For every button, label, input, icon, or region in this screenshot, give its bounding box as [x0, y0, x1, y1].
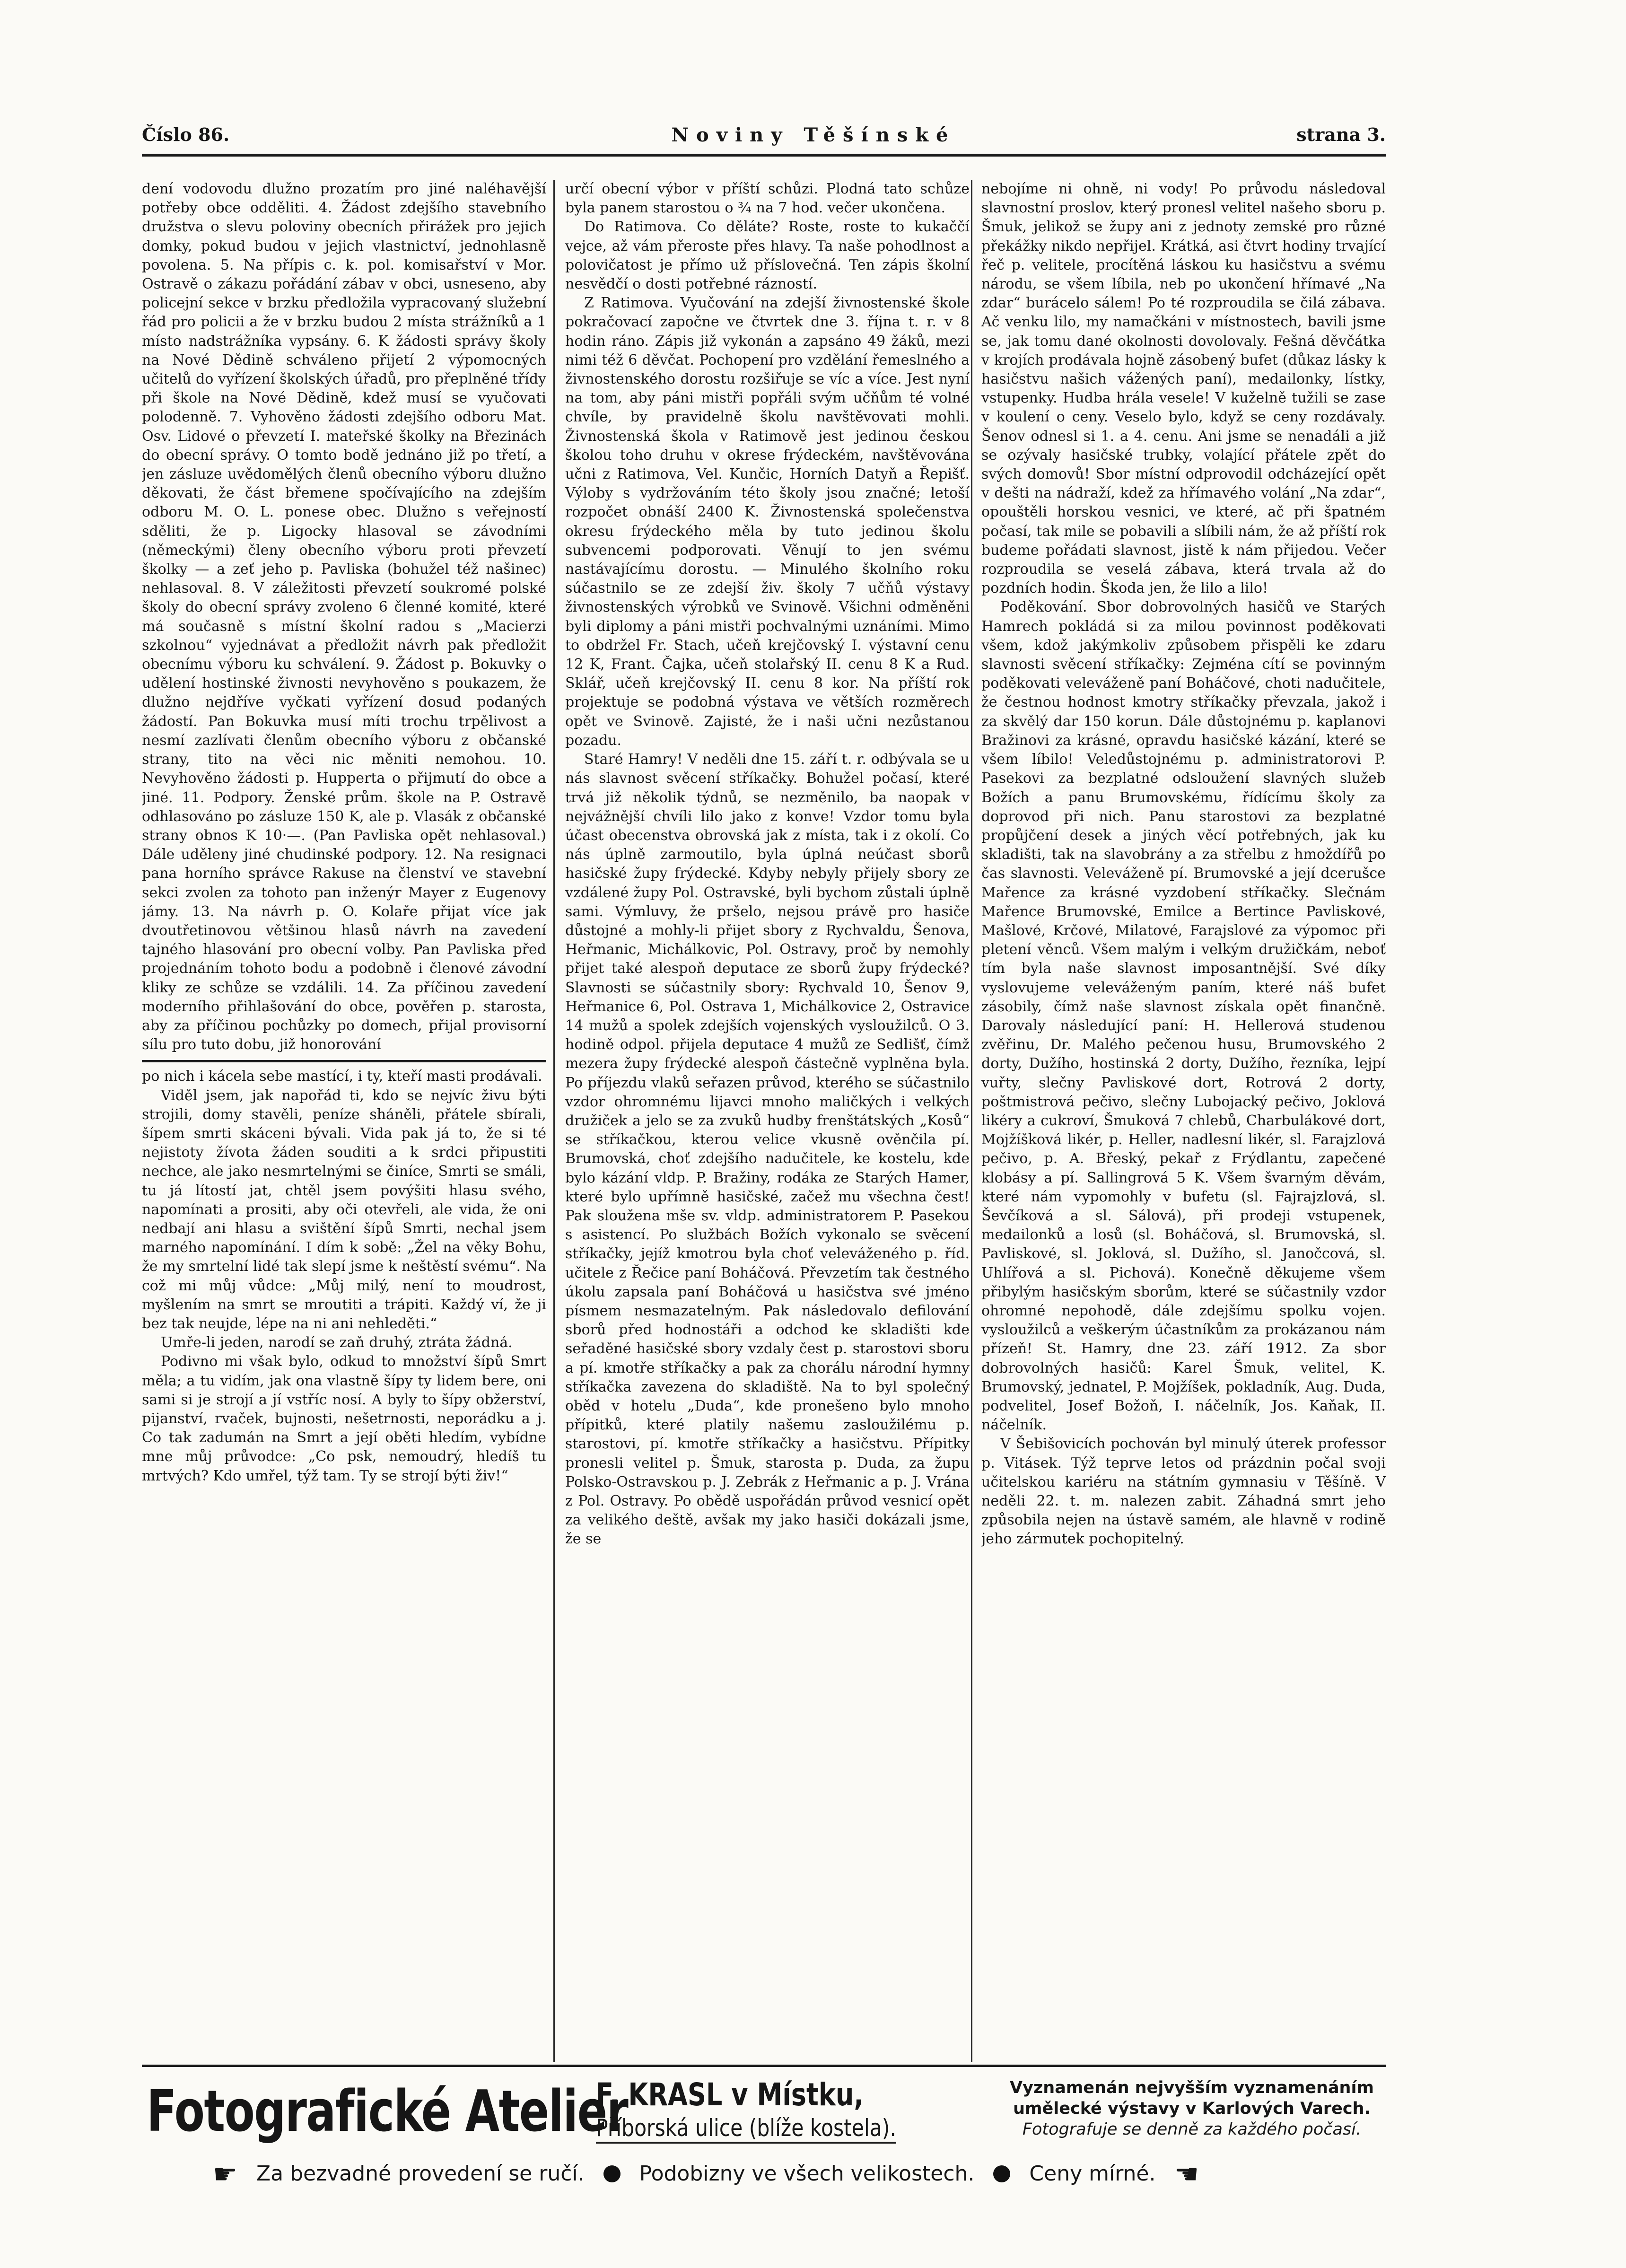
- page-number: strana 3.: [1296, 124, 1386, 145]
- ad-award-line-1: Vyznamenán nejvyšším vyznamenáním: [1010, 2078, 1374, 2097]
- bullet-icon: [603, 2165, 621, 2182]
- article-smrt-continuation: po nich i kácela sebe mastící, i ty, kteří masti prodávali.: [142, 1068, 542, 1085]
- article-sebisovice: V Šebišovicích pochován byl minulý úterek professor p. Vitásek. Týž teprve letos od prázdnin počal svoji učitelskou kariéru na státním gymnasiu v Těšíně. V neděli 22. t. m. nalezen zabit. Záhadná smrt jeho způsobila nejen na ústavě samém, ale hlavně v rodině jeho zármutek pochopitelný.: [981, 1436, 1386, 1548]
- issue-number: Číslo 86.: [142, 124, 230, 145]
- column-1: [142, 180, 546, 2062]
- column-divider-1: [553, 180, 555, 2062]
- article-council-end: určí obecní výbor v příští schůzi. Plodná tato schůze byla panem starostou o ¾ na 7 hod. večer ukončena.: [565, 181, 970, 217]
- header-rule: [142, 154, 1386, 157]
- article-ratimov-2: Z Ratimova. Vyučování na zdejší živnostenské škole pokračovací započne ve čtvrtek dne 3. října t. r. v 8 hodin ráno. Zápis již vykonán a zapsáno 49 žáků, mezi nimi též 6 děvčat. Pochopení pro vzdělání řemeslného a živnostenského dorostu rozšiřuje se víc a více. Jest nyní na tom, aby páni mistři popřáli svým učňům té volné chvíle, by pravidelně školu navštěvovati mohli. Živnostenská škola v Ratimově jest jedinou českou školou toho druhu v okrese frýdeckém, navštěvována učni z Ratimova, Vel. Kunčic, Horních Datyň a Řepišť. Výloby s vydržováním této školy jsou značné; letoší rozpočet obnáší 2400 K. Živnostenská společenstva okresu frýdeckého měla by tuto jedinou školu subvencemi podporovati. Věnují to jen svému nastávajícímu dorostu. — Minulého školního roku súčastnilo se ze zdejší živ. školy 7 učňů výstavy živnostenských výrobků ve Svinově. Všichni odměněni byli diplomy a páni mistři pochvalnými uznáními. Mimo to obdržel Fr. Stach, učeň krejčovský I. výstavní cenu 12 K, Frant. Čajka, učeň stolařský II. cenu 8 K a Rud. Sklář, učeň krejčovský II. cenu 8 kor. Na příští rok projektuje se podobná výstava ve větších rozměrech opět ve Svinově. Zajisté, že i naši učni nezůstanou pozadu.: [565, 295, 970, 749]
- article-ratimov-1: Do Ratimova. Co děláte? Roste, roste to kukaččí vejce, až vám přeroste přes hlavy. Ta naše pohodlnost a polovičatost je přímo už příslovečná. Ten zápis školní nesvědčí o dosti potřebné rázností.: [565, 219, 970, 293]
- ad-address: Příborská ulice (blíže kostela).: [596, 2114, 896, 2144]
- column-3: [981, 180, 1386, 2062]
- column-2: [565, 180, 970, 2062]
- ad-guarantee: Za bezvadné provedení se ručí.: [256, 2162, 585, 2186]
- article-smrt-paragraph-4: Podivno mi však bylo, odkud to množství šípů Smrt měla; a tu vidím, jak ona vlastně šípy ty lidem bere, oni sami si je strojí a jí vstříc nosí. A byly to šípy obžerství, pijanství, rvaček, bujnosti, nešetrnosti, neporádku a j. Co tak zadumán na Smrt a její oběti hledím, vybídne mne můj průvodce: „Co psk, nemoudrý, hledíš tu mrtvých? Kdo umřel, týž tam. Ty se strojí býti živ!“: [142, 1353, 546, 1484]
- column-divider-2: [971, 180, 972, 2062]
- advertisement: [142, 2072, 1386, 2199]
- pointing-hand-icon: ☛: [213, 2157, 237, 2190]
- ad-portraits: Podobizny ve všech velikostech.: [639, 2162, 975, 2186]
- ad-award-line-3: Fotografuje se denně za každého počasí.: [1022, 2120, 1362, 2139]
- article-stare-hamry: Staré Hamry! V neděli dne 15. září t. r. odbývala se u nás slavnost svěcení stříkačky. Bohužel počasí, které trvá již několik týdnů, se nezměnilo, ba naopak v nejvážnější chvíli lilo jako z konve! Vzdor tomu byla účast obecenstva obrovská jak z místa, tak i z okolí. Co nás úplně zarmoutilo, byla úplná neúčast sborů hasičské župy frýdecké. Kdyby nebyly přijely sbory ze vzdálené župy Pol. Ostravské, byli bychom zůstali úplně sami. Výmluvy, že pršelo, nejsou právě pro hasiče důstojné a mohly-li přijet sbory z Rychvaldu, Šenova, Heřmanic, Michálkovic, Pol. Ostravy, proč by nemohly přijet také alespoň deputace ze sborů župy frýdecké? Slavnosti se súčastnily sbory: Rychvald 10, Šenov 9, Heřmanice 6, Pol. Ostrava 1, Michálkovice 2, Ostravice 14 mužů a spolek zdejších vojenských vysloužilců. O 3. hodině odpol. přijela deputace 4 mužů ze Sedlišť, čímž mezera župy frýdecké alespoň částečně vyplněna byla. Po příjezdu vlaků seřazen průvod, kterého se súčastnilo vzdor ohromnému lijavci mnoho maličkých i velkých družiček a jelo se za zvuků hudby frenštátských „Kosů“ se stříkačkou, kterou velice vkusně ověnčila pí. Brumovská, choť zdejšího nadučitele, ke kostelu, kde bylo kázání vldp. P. Bražiny, rodáka ze Starých Hamer, které bylo upřímně hasičské, začež mu všechna čest! Pak sloužena mše sv. vldp. administratorem P. Pasekou s asistencí. Po službách Božích vykonalo se svěcení stříkačky, jejíž kmotrou byla choť veleváženého p. říd. učitele z Řečice paní Boháčová. Převzetím tak čestného úkolu zapsala paní Boháčová u hasičstva své jméno písmem nesmazatelným. Pak následovalo defilování sborů před hodnostáři a odchod ke skladišti kde seřaděné hasičské sbory vzdaly čest p. starostovi sboru a pí. kmotře stříkačky a pak za chorálu národní hymny stříkačka zavezena do skladiště. Na to byl společný oběd v hotelu „Duda“, kde pronešeno bylo mnoho přípitků, které platily našemu zasloužilému p. starostovi, pí. kmotře stříkačky a hasičstvu. Přípitky pronesli velitel p. Šmuk, starosta p. Duda, za župu Polsko-Ostravskou p. J. Zebrák z Heřmanic a p. J. Vrána z Pol. Ostravy. Po obědě uspořádán průvod vesnicí opět za velikého deště, avšak my jako hasiči dokázali jsme, že se: [565, 751, 970, 1548]
- newspaper-title: Noviny Těšínské: [671, 124, 956, 146]
- article-podekovani: Poděkování. Sbor dobrovolných hasičů ve Starých Hamrech pokládá si za milou povinnost poděkovati všem, kdož jakýmkoliv způsobem přispěli ke zdaru slavnosti svěcení stříkačky: Zejména cítí se povinným poděkovati veleváženě paní Boháčové, choti nadučitele, že čestnou hodnost kmotry stříkačky převzala, jakož i za skvělý dar 150 korun. Dále důstojnému p. kaplanovi Bražinovi za krásné, opravdu hasičské kázání, které se všem líbilo! Veledůstojnému p. administratorovi P. Pasekovi za bezplatné odsloužení slavných služeb Božích a panu Brumovskému, řídícímu školy za doprovod při nich. Panu starostovi za bezplatné propůjčení desek a jiných věcí potřebných, jak ku skladišti, tak na slavobrány a za střelbu z hmoždířů po čas slavnosti. Veleváženě pí. Brumovské a její dcerušce Mařence za krásné vyzdobení stříkačky. Slečnám Mařence Brumovské, Emilce a Bertince Pavliskové, Mašlové, Krčové, Milatové, Farajslové za výpomoc při pletení věnců. Všem malým i velkým družičkám, neboť tím byla naše slavnost imposantnější. Své díky vyslovujeme veleváženým paním, které náš bufet zásobily, čímž naše slavnost získala opět finančně. Darovaly následující paní: H. Hellerová studenou zvěřinu, Dr. Malého pečenou husu, Brumovského 2 dorty, Dužího, hostinská 2 dorty, Dužího, řezníka, lejpí vuřty, slečny Pavliskové dort, Rotrová 2 dorty, poštmistrová pečivo, slečny Lubojacký pečivo, Joklová likéry a cukroví, Šmuková 7 chlebů, Charbulákové dort, Mojžíšková likér, p. Heller, nadlesní likér, sl. Farajzlová pečivo, p. A. Břeský, pekař z Frýdlantu, zapečené klobásy a pí. Sallingrová 5 K. Všem švarným děvám, které nám vypomohly v bufetu (sl. Fajrajzlová, sl. Ševčíková a sl. Sálová), při prodeji vstupenek, medailonků a losů (sl. Boháčová, sl. Brumovská, sl. Pavliskové, sl. Joklová, sl. Dužího, sl. Janočcová, sl. Uhlířová a sl. Pichová). Konečně děkujeme všem přibylým hasičským sborům, které se súčastnily vzdor ohromné nepohodě, dále zdejšímu spolku vojen. vysloužilců a veškerým účastníkům za prokázanou nám přízeň! St. Hamry, dne 23. září 1912. Za sbor dobrovolných hasičů: Karel Šmuk, velitel, K. Brumovský, jednatel, P. Mojžíšek, pokladník, Aug. Duda, podvelitel, Josef Božoň, I. náčelník, Jos. Kaňak, II. náčelník.: [981, 599, 1386, 1434]
- pointing-hand-icon: ☛: [1174, 2157, 1199, 2190]
- article-stare-hamry-continued: nebojíme ni ohně, ni vody! Po průvodu následoval slavnostní proslov, který pronesl velitel našeho sboru p. Šmuk, jelikož se župy ani z jednoty zemské pro různé překážky nikdo nepřijel. Krátká, asi čtvrt hodiny trvající řeč p. velitele, procítěná láskou ku hasičstvu a svému národu, se všem líbila, neb po ukončení hřímavé „Na zdar“ burácelo sálem! Po té rozproudila se čilá zábava. Ač venku lilo, my namačkáni v místnostech, bavili jsme se, jak tomu dané okolnosti dovolovaly. Fešná děvčátka v krojích prodávala hojně zásobený bufet (důkaz lásky k hasičstvu našich vážených paní), medailonky, lístky, vstupenky. Hudba hrála vesele! V kuželně tužili se zase v koulení o ceny. Veselo bylo, když se ceny rozdávaly. Šenov odnesl si 1. a 4. cenu. Ani jsme se nenadáli a již se ozývaly hasičské trubky, volající přátele zpět do svých domovů! Sbor místní odprovodil odcházející opět v dešti na nádraží, kdež za hřímavého volání „Na zdar“, opouštěli horskou vesnici, ve které, ač při špatném počasí, tak mile se pobavili a slíbili nám, že až příští rok budeme pořádati slavnost, jistě k nám přijedou. Večer rozproudila se veselá zábava, která trvala až do pozdních hodin. Škoda jen, že lilo a lilo!: [981, 181, 1386, 597]
- page-header: [142, 124, 1386, 152]
- advertisement-rule: [142, 2065, 1386, 2067]
- ad-title: Fotografické Atelier: [147, 2079, 628, 2145]
- ad-photographer-name: F. KRASL v Místku,: [596, 2076, 864, 2113]
- article-council-meeting-text: dení vodovodu dlužno prozatím pro jiné naléhavější potřeby obce odděliti. 4. Žádost zdejšího stavebního družstva o slevu poloviny obecních přirážek pro jejich domky, pokud budou v jejich vlastnictví, jednohlasně povolena. 5. Na přípis c. k. pol. komisařství v Mor. Ostravě o zákazu pořádání zábav v obci, usneseno, aby policejní sekce v brzku předložila vypracovaný služební řád pro policii a že v brzku budou 2 místa strážníků a 1 místo nadstrážníka vypsány. 6. K žádosti správy školy na Nové Dědině schváleno přijetí 2 výpomocných učitelů do vyřízení školských úřadů, pro přeplněné třídy při škole na Nové Dědině, kdež musí se vyučovati polodenně. 7. Vyhověno žádosti zdejšího odboru Mat. Osv. Lidové o převzetí I. mateřské školky na Březinách do obecní správy. O tomto bodě jednáno již po třetí, a jen zásluze uvědomělých členů obecního výboru dlužno děkovati, že část břemene spočívajícího na zdejším odboru M. O. L. ponese obec. Dlužno s veřejností sděliti, že p. Ligocky hlasoval se závodními (německými) členy obecního výboru proti převzetí školky — a zeť jeho p. Pavliska (bohužel též našinec) nehlasoval. 8. V záležitosti převzetí soukromé polské školy do obecní správy zvoleno 6 členné komité, které má současně s místní školní radou s „Macierzi szkolnou“ vyjednávat a předložit návrh pak předložit obecnímu výboru ku schválení. 9. Žádost p. Bokuvky o udělení hostinské živnosti nevyhověno s poukazem, že dlužno nejdříve vyčkati vyřízení dosud podaných žádostí. Pan Bokuvka musí míti trochu trpělivost a nesmí zazlívati členům obecního výboru z občanské strany, tito na věci nic měniti nemohou. 10. Nevyhověno žádosti p. Hupperta o přijmutí do obce a jiné. 11. Podpory. Ženské prům. škole na P. Ostravě odhlasováno po zásluze 150 K, ale p. Vlasák z občanské strany obnos K 10·—. (Pan Pavliska opět nehlasoval.) Dále uděleny jiné chudinské podpory. 12. Na resignaci pana horního správce Rakuse na členství ve stavební sekci zvolen za tohoto pan inženýr Mayer z Eugenovy jámy. 13. Na návrh p. O. Kolaře přijat více jak dvoutřetinovou většinou hlasů návrh na zavedení tajného hlasování pro obecní volby. Pan Pavliska před projednáním tohoto bodu a podobně i členové závodní kliky ze schůze se vzdálili. 14. Za příčinou zavedení moderního přihlašování do obce, pověřen p. starosta, aby za příčinou pochůzky po domech, přijal provisorní sílu pro tuto dobu, již honorování: [142, 181, 546, 1053]
- section-divider: [142, 1060, 546, 1062]
- article-smrt-paragraph-3: Umře-li jeden, narodí se zaň druhý, ztráta žádná.: [161, 1334, 513, 1351]
- article-smrt-paragraph-2: Viděl jsem, jak napořád ti, kdo se nejvíc živu býti strojili, domy stavěli, peníze sháněli, přátele sbírali, šípem smrti skáceni bývali. Vida pak já to, že si té nejistoty žívota žáden souditi a k srdci připustiti nechce, ale jako nesmrtelnými se činíce, Smrti se smáli, tu já lítostí jat, chtěl jsem povýšiti hlasu svého, napomínati a prositi, aby oči otevřeli, ale vida, že oni nedbají ani hlasu a svištění šípů Smrti, nechal jsem marného napomínání. I dím k sobě: „Žel na věky Bohu, že my smrtelní lidé tak slepí jsme k neštěstí svému“. Na což mi můj vůdce: „Můj milý, není to moudrost, myšlením na smrt se mroutiti a trápiti. Každý ví, že ji bez tak neujde, lépe na ni ani nehleděti.“: [142, 1087, 546, 1332]
- bullet-icon: [993, 2165, 1010, 2182]
- ad-award-line-2: umělecké výstavy v Karlových Varech.: [1013, 2099, 1371, 2118]
- ad-awards: [998, 2077, 1386, 2140]
- ad-prices: Ceny mírné.: [1029, 2162, 1156, 2186]
- ad-bottom-line: [213, 2157, 1386, 2190]
